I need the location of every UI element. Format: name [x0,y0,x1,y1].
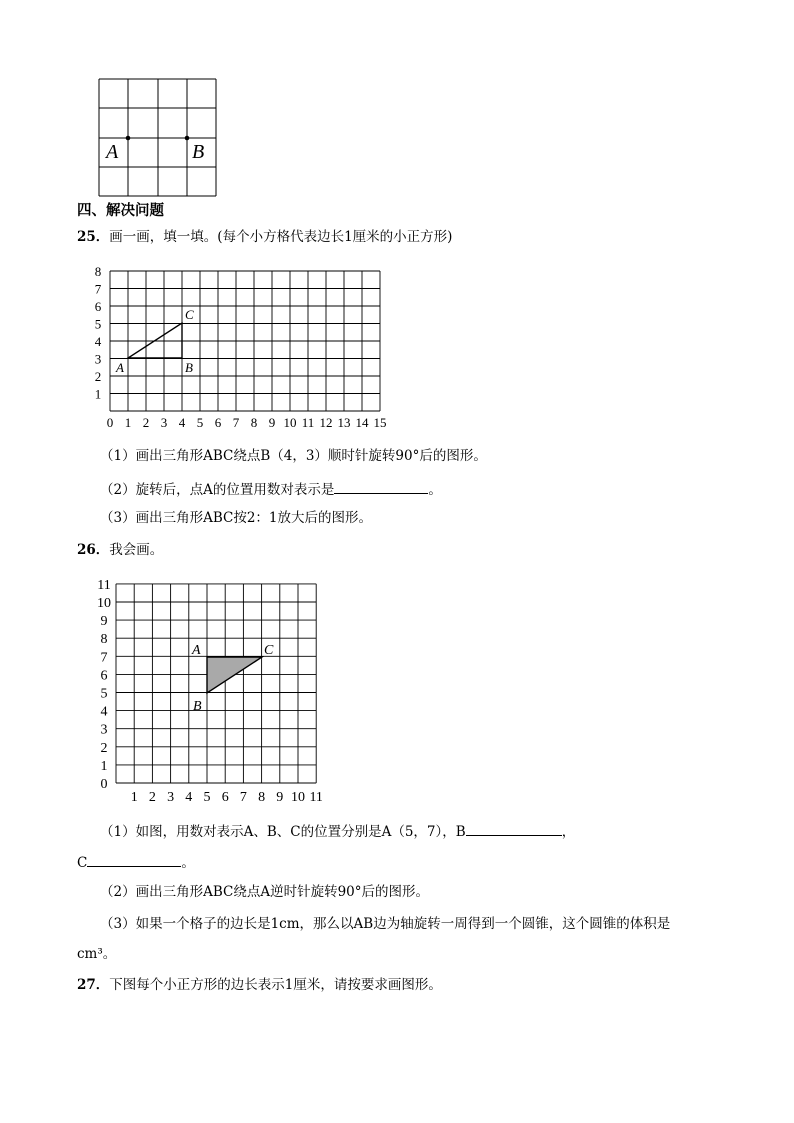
q27-prompt-text: 下图每个小正方形的边长表示1厘米，请按要求画图形。 [109,977,442,993]
q25-x-tick: 1 [124,415,132,430]
q25-grid-lines [110,271,380,411]
q25-coordinate-grid [92,262,402,430]
q25-x-tick: 9 [268,415,276,430]
q26-x-tick: 6 [221,790,229,805]
q26-part1-comma: ， [561,824,576,840]
q26-y-tick: 9 [100,614,108,630]
q25-part2-text: （2）旋转后，点A的位置用数对表示是 [100,482,335,498]
q25-y-tick: 3 [94,351,102,367]
q25-x-tick: 15 [373,415,387,430]
q26-y-tick: 8 [100,632,108,648]
q25-triangle-abc [128,323,182,358]
q25-answer-blank[interactable] [334,479,428,494]
q25-y-tick: 1 [94,386,102,402]
q26-vertex-b: B [193,699,202,714]
q25-part3: （3）画出三角形ABC按2：1放大后的图形。 [100,510,373,526]
q26-y-tick: 5 [100,686,108,702]
q25-y-tick: 7 [94,281,102,297]
q25-x-tick: 4 [178,415,186,430]
q25-x-tick: 2 [142,415,150,430]
q25-x-tick: 5 [196,415,204,430]
point-b-dot [185,136,190,141]
q26-answer-blank-b[interactable] [466,821,562,836]
q25-vertex-b: B [185,360,193,375]
q26-vertex-c: C [264,643,274,658]
q26-part1-end: 。 [181,855,195,871]
q25-y-tick: 6 [94,299,102,314]
q26-x-tick: 10 [291,790,305,805]
q25-y-tick: 5 [94,316,102,332]
q25-x-tick: 13 [337,415,351,430]
q26-x-tick: 7 [239,790,247,805]
q27-prompt [77,976,442,994]
q25-vertex-a: A [116,360,124,375]
q25-x-tick: 8 [250,415,258,430]
q25-x-tick: 6 [214,415,222,430]
q26-part1-line2 [77,852,195,872]
q26-part1-c: C [77,855,88,871]
q26-y-tick-labels [97,578,111,792]
q26-x-tick: 1 [130,790,138,805]
q25-y-tick-labels [95,264,102,402]
q26-x-tick: 5 [203,790,211,805]
q26-y-tick: 0 [100,777,108,792]
q26-part1-text: （1）如图，用数对表示A、B、C的位置分别是A（5，7），B [100,824,466,840]
q25-x-tick: 12 [319,415,333,430]
q25-x-tick: 3 [160,415,168,430]
q25-x-tick-labels [107,415,387,430]
q26-prompt-text: 我会画。 [109,542,164,558]
top-label-a: A [106,141,119,163]
q26-x-tick: 11 [309,790,323,805]
q26-y-tick: 6 [100,668,108,684]
q26-coordinate-grid [90,577,330,805]
q26-x-tick-labels [131,790,323,805]
q25-y-tick: 2 [94,369,102,384]
q26-x-tick: 8 [258,790,266,805]
q26-part3-unit: cm³。 [77,946,117,962]
q25-prompt [77,228,452,246]
q25-part1: （1）画出三角形ABC绕点B（4，3）顺时针旋转90°后的图形。 [100,448,487,464]
q26-y-tick: 7 [100,650,108,666]
q26-y-tick: 1 [100,758,108,774]
q26-prompt [77,541,163,559]
q26-x-tick: 3 [167,790,175,805]
q26-part2: （2）画出三角形ABC绕点A逆时针旋转90°后的图形。 [100,884,430,900]
q25-prompt-text: 画一画，填一填。(每个小方格代表边长1厘米的小正方形) [109,229,453,245]
q25-x-tick: 7 [232,415,240,430]
q25-y-tick: 4 [94,334,102,349]
q26-answer-blank-c[interactable] [87,852,181,867]
q25-x-tick: 0 [106,415,114,430]
q26-y-tick: 11 [97,577,111,593]
top-grid-figure [98,78,220,198]
q26-number: 26． [77,542,110,558]
q26-y-tick: 10 [97,596,111,611]
q26-x-tick: 4 [185,790,193,805]
top-label-b: B [192,141,205,163]
top-grid-lines [99,79,216,196]
q26-y-tick: 2 [100,740,108,756]
q26-vertex-a: A [192,643,201,658]
q25-part2 [100,479,442,499]
q25-x-tick: 11 [301,415,315,430]
q27-number: 27． [77,977,110,993]
q26-part3: （3）如果一个格子的边长是1cm，那么以AB边为轴旋转一周得到一个圆锥，这个圆锥的体积是 [100,916,671,932]
q26-x-tick: 2 [148,790,156,805]
q26-x-tick: 9 [276,790,284,805]
section-title: 四、解决问题 [77,202,164,219]
q25-x-tick: 10 [283,415,297,430]
point-a-dot [126,136,131,141]
q25-number: 25． [77,229,110,245]
q25-part2-end: 。 [428,482,442,498]
q25-vertex-c: C [185,307,194,322]
q25-y-tick: 8 [94,264,102,279]
q26-part1 [100,821,575,841]
q26-y-tick: 3 [100,722,108,738]
q25-x-tick: 14 [355,415,369,430]
q26-triangle-abc [207,657,262,693]
q26-y-tick: 4 [100,704,108,720]
